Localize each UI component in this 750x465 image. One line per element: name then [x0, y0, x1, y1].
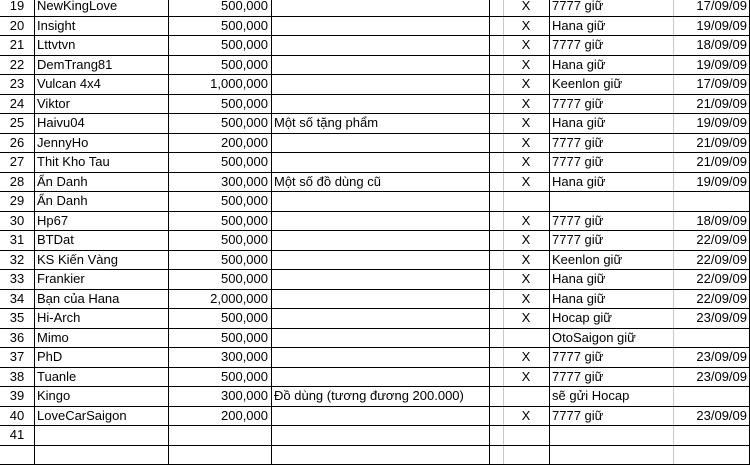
note-cell[interactable] — [271, 231, 489, 250]
amount-cell[interactable]: 500,000 — [168, 114, 271, 133]
donor-name-cell[interactable]: Insight — [34, 17, 168, 36]
table-row — [0, 36, 750, 56]
received-mark-cell[interactable]: X — [503, 309, 549, 328]
note-cell[interactable] — [271, 0, 489, 16]
holder-cell[interactable] — [549, 192, 673, 211]
table-row — [0, 309, 750, 329]
empty-cell[interactable] — [489, 446, 503, 465]
donor-name-cell[interactable]: Bạn của Hana — [34, 290, 168, 309]
table-row — [0, 212, 750, 232]
table-row — [0, 134, 750, 154]
holder-cell[interactable]: 7777 giữ — [549, 36, 673, 55]
holder-cell[interactable]: 7777 giữ — [549, 212, 673, 231]
amount-cell[interactable]: 500,000 — [168, 329, 271, 348]
amount-cell[interactable]: 500,000 — [168, 368, 271, 387]
date-cell[interactable]: 23/09/09 — [673, 348, 750, 367]
date-cell[interactable]: 21/09/09 — [673, 95, 750, 114]
date-cell[interactable] — [673, 387, 750, 406]
row-number[interactable]: 30 — [0, 212, 34, 231]
amount-cell[interactable] — [168, 446, 271, 465]
donor-name-cell[interactable]: Hp67 — [34, 212, 168, 231]
table-row — [0, 192, 750, 212]
note-cell[interactable] — [271, 56, 489, 75]
empty-cell[interactable] — [489, 56, 503, 75]
empty-cell[interactable] — [489, 407, 503, 426]
row-number[interactable]: 26 — [0, 134, 34, 153]
donor-name-cell[interactable]: Ẩn Danh — [34, 173, 168, 192]
received-mark-cell[interactable] — [503, 329, 549, 348]
donor-name-cell[interactable]: LoveCarSaigon — [34, 407, 168, 426]
empty-cell[interactable] — [489, 173, 503, 192]
table-row — [0, 446, 750, 465]
row-number[interactable] — [0, 446, 34, 465]
donor-name-cell[interactable]: NewKingLove — [34, 0, 168, 16]
date-cell[interactable]: 23/09/09 — [673, 407, 750, 426]
row-number[interactable]: 32 — [0, 251, 34, 270]
empty-cell[interactable] — [489, 75, 503, 94]
received-mark-cell[interactable]: X — [503, 407, 549, 426]
note-cell[interactable] — [271, 17, 489, 36]
row-number[interactable]: 39 — [0, 387, 34, 406]
holder-cell[interactable]: Keenlon giữ — [549, 251, 673, 270]
row-number[interactable]: 20 — [0, 17, 34, 36]
row-number[interactable]: 25 — [0, 114, 34, 133]
table-row — [0, 368, 750, 388]
empty-cell[interactable] — [489, 0, 503, 16]
table-row — [0, 231, 750, 251]
donor-name-cell[interactable]: Haivu04 — [34, 114, 168, 133]
received-mark-cell[interactable] — [503, 387, 549, 406]
empty-cell[interactable] — [489, 134, 503, 153]
received-mark-cell[interactable] — [503, 446, 549, 465]
empty-cell[interactable] — [489, 387, 503, 406]
empty-cell[interactable] — [489, 426, 503, 445]
holder-cell[interactable]: Hana giữ — [549, 290, 673, 309]
received-mark-cell[interactable]: X — [503, 348, 549, 367]
date-cell[interactable]: 22/09/09 — [673, 270, 750, 289]
row-number[interactable]: 40 — [0, 407, 34, 426]
donor-name-cell[interactable]: Vulcan 4x4 — [34, 75, 168, 94]
holder-cell[interactable] — [549, 426, 673, 445]
holder-cell[interactable]: Hana giữ — [549, 56, 673, 75]
row-number[interactable]: 38 — [0, 368, 34, 387]
amount-cell[interactable]: 500,000 — [168, 153, 271, 172]
received-mark-cell[interactable]: X — [503, 17, 549, 36]
date-cell[interactable]: 18/09/09 — [673, 212, 750, 231]
date-cell[interactable]: 23/09/09 — [673, 368, 750, 387]
holder-cell[interactable]: 7777 giữ — [549, 0, 673, 16]
row-number[interactable]: 33 — [0, 270, 34, 289]
note-cell[interactable] — [271, 153, 489, 172]
amount-cell[interactable]: 500,000 — [168, 231, 271, 250]
table-row — [0, 173, 750, 193]
table-row — [0, 329, 750, 349]
holder-cell[interactable]: Keenlon giữ — [549, 75, 673, 94]
row-number[interactable]: 37 — [0, 348, 34, 367]
date-cell[interactable] — [673, 329, 750, 348]
empty-cell[interactable] — [489, 212, 503, 231]
date-cell[interactable]: 19/09/09 — [673, 114, 750, 133]
received-mark-cell[interactable]: X — [503, 173, 549, 192]
empty-cell[interactable] — [489, 153, 503, 172]
amount-cell[interactable]: 1,000,000 — [168, 75, 271, 94]
holder-cell[interactable]: sẽ gửi Hocap — [549, 387, 673, 406]
donor-name-cell[interactable] — [34, 446, 168, 465]
holder-cell[interactable]: 7777 giữ — [549, 348, 673, 367]
row-number[interactable]: 22 — [0, 56, 34, 75]
table-row — [0, 387, 750, 407]
holder-cell[interactable]: Hana giữ — [549, 270, 673, 289]
date-cell[interactable]: 19/09/09 — [673, 56, 750, 75]
received-mark-cell[interactable]: X — [503, 270, 549, 289]
note-cell[interactable] — [271, 251, 489, 270]
note-cell[interactable] — [271, 192, 489, 211]
amount-cell[interactable]: 500,000 — [168, 36, 271, 55]
date-cell[interactable]: 17/09/09 — [673, 0, 750, 16]
empty-cell[interactable] — [489, 17, 503, 36]
donor-name-cell[interactable]: KS Kiến Vàng — [34, 251, 168, 270]
amount-cell[interactable]: 2,000,000 — [168, 290, 271, 309]
table-row — [0, 0, 750, 17]
note-cell[interactable] — [271, 36, 489, 55]
note-cell[interactable] — [271, 368, 489, 387]
table-row — [0, 426, 750, 446]
holder-cell[interactable]: 7777 giữ — [549, 153, 673, 172]
note-cell[interactable] — [271, 426, 489, 445]
amount-cell[interactable]: 500,000 — [168, 17, 271, 36]
note-cell[interactable] — [271, 407, 489, 426]
received-mark-cell[interactable]: X — [503, 56, 549, 75]
donor-name-cell[interactable]: Thit Kho Tau — [34, 153, 168, 172]
table-row — [0, 95, 750, 115]
holder-cell[interactable]: 7777 giữ — [549, 95, 673, 114]
table-row — [0, 407, 750, 427]
row-number[interactable]: 24 — [0, 95, 34, 114]
note-cell[interactable] — [271, 270, 489, 289]
holder-cell[interactable]: 7777 giữ — [549, 368, 673, 387]
empty-cell[interactable] — [489, 348, 503, 367]
row-number[interactable]: 28 — [0, 173, 34, 192]
row-number[interactable]: 27 — [0, 153, 34, 172]
note-cell[interactable] — [271, 309, 489, 328]
date-cell[interactable]: 21/09/09 — [673, 134, 750, 153]
received-mark-cell[interactable]: X — [503, 36, 549, 55]
donor-name-cell[interactable]: Ẩn Danh — [34, 192, 168, 211]
note-cell[interactable]: Một số đồ dùng cũ — [271, 173, 489, 192]
table-row — [0, 114, 750, 134]
table-row — [0, 270, 750, 290]
empty-cell[interactable] — [489, 329, 503, 348]
row-number[interactable]: 19 — [0, 0, 34, 16]
amount-cell[interactable]: 500,000 — [168, 0, 271, 16]
amount-cell[interactable]: 500,000 — [168, 56, 271, 75]
date-cell[interactable]: 23/09/09 — [673, 309, 750, 328]
donor-name-cell[interactable] — [34, 426, 168, 445]
row-number[interactable]: 34 — [0, 290, 34, 309]
row-number[interactable]: 36 — [0, 329, 34, 348]
note-cell[interactable] — [271, 348, 489, 367]
empty-cell[interactable] — [489, 290, 503, 309]
amount-cell[interactable]: 500,000 — [168, 192, 271, 211]
date-cell[interactable]: 22/09/09 — [673, 231, 750, 250]
note-cell[interactable] — [271, 329, 489, 348]
date-cell[interactable]: 18/09/09 — [673, 36, 750, 55]
donor-name-cell[interactable]: Hi-Arch — [34, 309, 168, 328]
note-cell[interactable] — [271, 75, 489, 94]
donor-name-cell[interactable]: Lttvtvn — [34, 36, 168, 55]
donor-name-cell[interactable]: Frankier — [34, 270, 168, 289]
date-cell[interactable] — [673, 426, 750, 445]
received-mark-cell[interactable]: X — [503, 114, 549, 133]
note-cell[interactable] — [271, 95, 489, 114]
empty-cell[interactable] — [489, 231, 503, 250]
table-row — [0, 17, 750, 37]
holder-cell[interactable]: OtoSaigon giữ — [549, 329, 673, 348]
holder-cell[interactable]: Hana giữ — [549, 173, 673, 192]
row-number[interactable]: 35 — [0, 309, 34, 328]
received-mark-cell[interactable]: X — [503, 95, 549, 114]
note-cell[interactable] — [271, 134, 489, 153]
amount-cell[interactable]: 300,000 — [168, 387, 271, 406]
empty-cell[interactable] — [489, 95, 503, 114]
holder-cell[interactable]: Hana giữ — [549, 114, 673, 133]
received-mark-cell[interactable]: X — [503, 251, 549, 270]
received-mark-cell[interactable]: X — [503, 212, 549, 231]
amount-cell[interactable]: 500,000 — [168, 309, 271, 328]
amount-cell[interactable]: 500,000 — [168, 95, 271, 114]
donor-name-cell[interactable]: Viktor — [34, 95, 168, 114]
table-row — [0, 153, 750, 173]
note-cell[interactable] — [271, 446, 489, 465]
empty-cell[interactable] — [489, 192, 503, 211]
donor-name-cell[interactable]: BTDat — [34, 231, 168, 250]
received-mark-cell[interactable]: X — [503, 75, 549, 94]
date-cell[interactable]: 17/09/09 — [673, 75, 750, 94]
table-row — [0, 290, 750, 310]
row-number[interactable]: 21 — [0, 36, 34, 55]
holder-cell[interactable] — [549, 446, 673, 465]
amount-cell[interactable]: 200,000 — [168, 134, 271, 153]
amount-cell[interactable]: 500,000 — [168, 251, 271, 270]
holder-cell[interactable]: 7777 giữ — [549, 231, 673, 250]
received-mark-cell[interactable]: X — [503, 153, 549, 172]
date-cell[interactable]: 22/09/09 — [673, 251, 750, 270]
received-mark-cell[interactable] — [503, 426, 549, 445]
received-mark-cell[interactable] — [503, 192, 549, 211]
amount-cell[interactable]: 500,000 — [168, 270, 271, 289]
note-cell[interactable]: Đồ dùng (tương đương 200.000) — [271, 387, 489, 406]
received-mark-cell[interactable]: X — [503, 134, 549, 153]
donor-name-cell[interactable]: Tuanle — [34, 368, 168, 387]
empty-cell[interactable] — [489, 270, 503, 289]
holder-cell[interactable]: Hocap giữ — [549, 309, 673, 328]
donor-name-cell[interactable]: Mimo — [34, 329, 168, 348]
row-number[interactable]: 23 — [0, 75, 34, 94]
note-cell[interactable] — [271, 212, 489, 231]
note-cell[interactable]: Một số tặng phẩm — [271, 114, 489, 133]
donor-name-cell[interactable]: Kingo — [34, 387, 168, 406]
empty-cell[interactable] — [489, 368, 503, 387]
amount-cell[interactable]: 300,000 — [168, 173, 271, 192]
table-row — [0, 348, 750, 368]
row-number[interactable]: 29 — [0, 192, 34, 211]
date-cell[interactable] — [673, 192, 750, 211]
empty-cell[interactable] — [489, 251, 503, 270]
row-number[interactable]: 41 — [0, 426, 34, 445]
donor-name-cell[interactable]: JennyHo — [34, 134, 168, 153]
table-row — [0, 56, 750, 76]
date-cell[interactable]: 19/09/09 — [673, 17, 750, 36]
donor-name-cell[interactable]: PhD — [34, 348, 168, 367]
table-row — [0, 75, 750, 95]
date-cell[interactable]: 21/09/09 — [673, 153, 750, 172]
note-cell[interactable] — [271, 290, 489, 309]
amount-cell[interactable]: 200,000 — [168, 407, 271, 426]
received-mark-cell[interactable]: X — [503, 0, 549, 16]
holder-cell[interactable]: Hana giữ — [549, 17, 673, 36]
received-mark-cell[interactable]: X — [503, 368, 549, 387]
empty-cell[interactable] — [489, 309, 503, 328]
holder-cell[interactable]: 7777 giữ — [549, 134, 673, 153]
row-number[interactable]: 31 — [0, 231, 34, 250]
date-cell[interactable]: 19/09/09 — [673, 173, 750, 192]
empty-cell[interactable] — [489, 36, 503, 55]
date-cell[interactable] — [673, 446, 750, 465]
amount-cell[interactable] — [168, 426, 271, 445]
date-cell[interactable]: 22/09/09 — [673, 290, 750, 309]
amount-cell[interactable]: 300,000 — [168, 348, 271, 367]
received-mark-cell[interactable]: X — [503, 231, 549, 250]
received-mark-cell[interactable]: X — [503, 290, 549, 309]
empty-cell[interactable] — [489, 114, 503, 133]
table-row — [0, 251, 750, 271]
holder-cell[interactable]: 7777 giữ — [549, 407, 673, 426]
donor-name-cell[interactable]: DemTrang81 — [34, 56, 168, 75]
amount-cell[interactable]: 500,000 — [168, 212, 271, 231]
